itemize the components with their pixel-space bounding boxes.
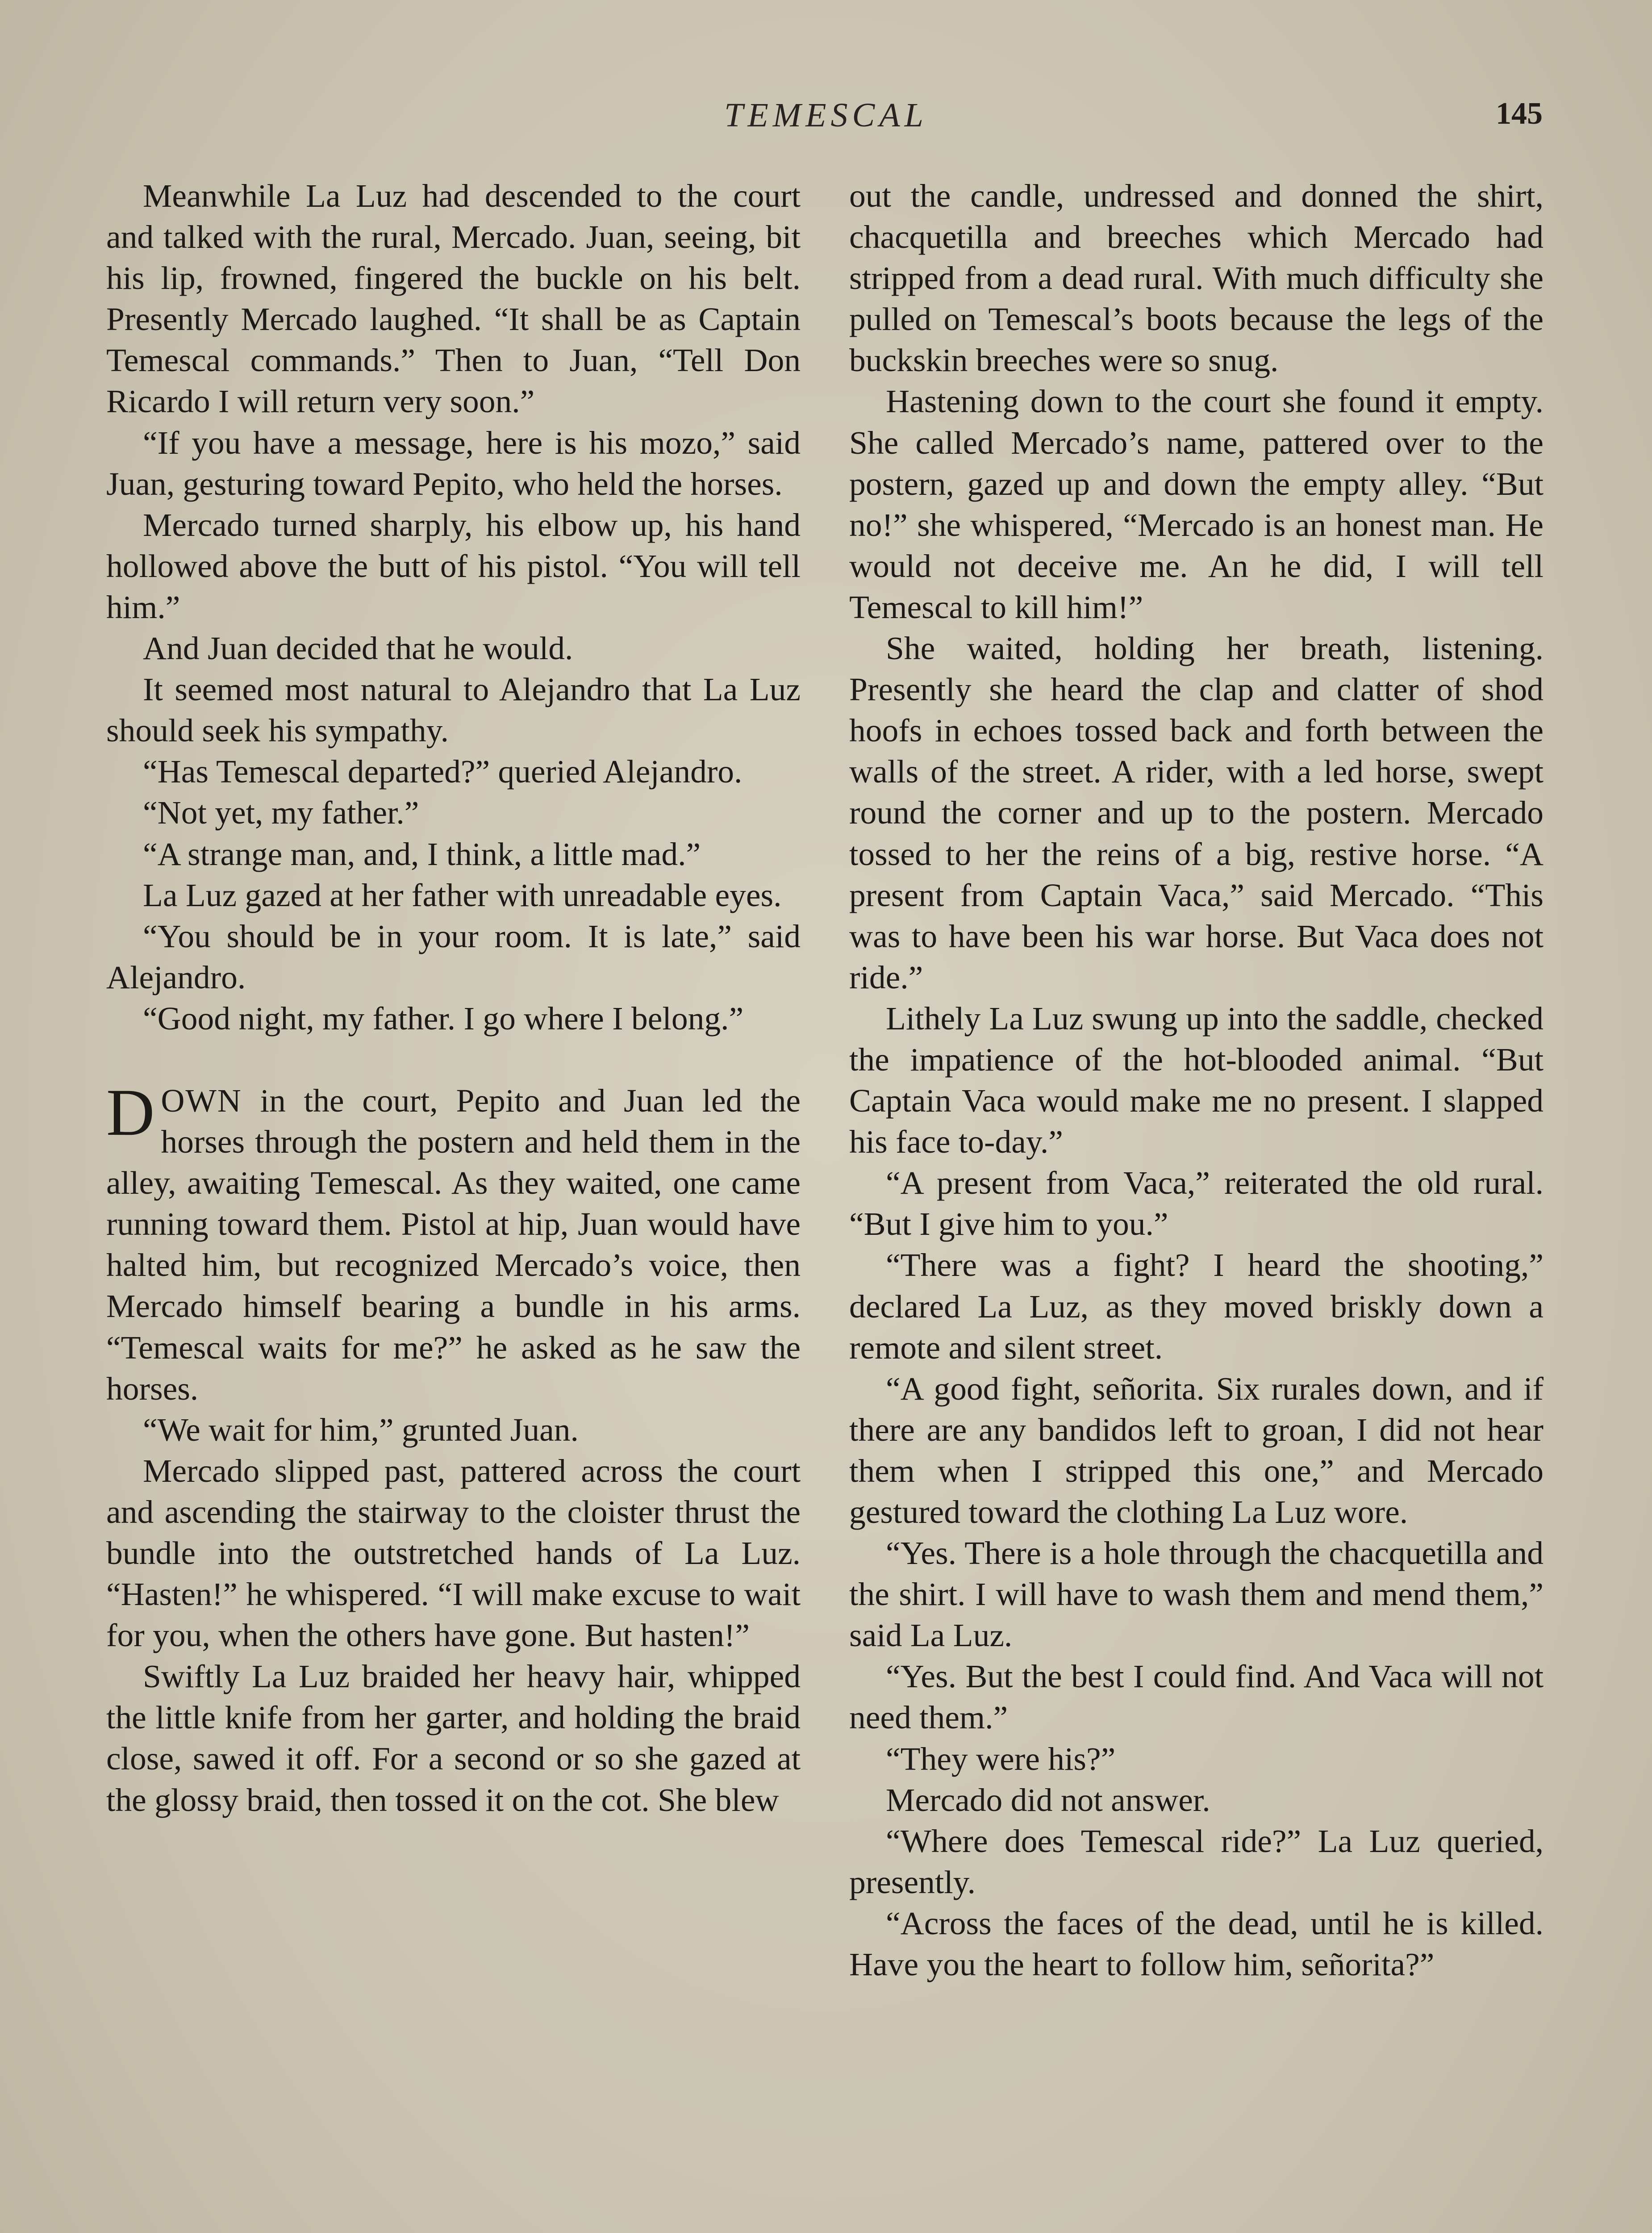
- paragraph: “Good night, my father. I go where I belong.”: [143, 1000, 744, 1037]
- paragraph: Lithely La Luz swung up into the saddle, checked the impatience of the hot-blooded animal. “But Captain Vaca would make me no present. I slapped his face to-day.”: [849, 1000, 1544, 1160]
- paragraph: And Juan decided that he would.: [143, 630, 573, 667]
- paragraph: “Yes. There is a hole through the chacquetilla and the shirt. I will have to wash them and mend them,” said La Luz.: [849, 1535, 1544, 1654]
- paragraph: “You should be in your room. It is late,” said Alejandro.: [106, 918, 801, 995]
- paragraph: Mercado turned sharply, his elbow up, his hand hollowed above the butt of his pistol. “You will tell him.”: [106, 506, 801, 625]
- paragraph: “They were his?”: [886, 1740, 1116, 1777]
- page-number: 145: [1496, 96, 1543, 131]
- right-column: [849, 176, 1544, 1985]
- paragraph: “Yes. But the best I could find. And Vaca will not need them.”: [849, 1658, 1544, 1736]
- section-two-paragraphs: [106, 1409, 801, 1821]
- section-opening-paragraph: [106, 1075, 801, 1409]
- running-header-title: TEMESCAL: [724, 96, 928, 134]
- paragraph: “Has Temescal departed?” queried Alejandro.: [143, 753, 743, 790]
- right-column-paragraphs: [849, 176, 1544, 1985]
- paragraph: It seemed most natural to Alejandro that La Luz should seek his sympathy.: [106, 671, 801, 749]
- section-break: [106, 1039, 801, 1080]
- paragraph: “Where does Temescal ride?” La Luz queried, presently.: [849, 1823, 1544, 1900]
- paragraph: “Not yet, my father.”: [143, 795, 419, 831]
- section-opening-text: in the court, Pepito and Juan led the horses through the postern and held them in the alley, awaiting Temescal. As they waited, one came running toward them. Pistol at hip, Juan would have halted him, but recognized Mercado’s voice, then Mercado himself bearing a bundle in his arms. “Temescal waits for me?” he asked as he saw the horses.: [106, 1082, 801, 1407]
- left-column-paragraphs: [106, 176, 801, 1039]
- paragraph: Hastening down to the court she found it empty. She called Mercado’s name, pattered over to the postern, gazed up and down the empty alley. “But no!” she whispered, “Mercado is an honest man. He would not deceive me. An he did, I will tell Temescal to kill him!”: [849, 383, 1544, 625]
- paragraph: La Luz gazed at her father with unreadable eyes.: [143, 877, 782, 913]
- paragraph: “A strange man, and, I think, a little mad.”: [143, 836, 701, 872]
- paragraph: “There was a fight? I heard the shooting,” declared La Luz, as they moved briskly down a remote and silent street.: [849, 1247, 1544, 1366]
- paragraph: out the candle, undressed and donned the shirt, chacquetilla and breeches which Mercado had stripped from a dead rural. With much difficulty she pulled on Temescal’s boots because the legs of the buckskin breeches were so snug.: [849, 178, 1544, 379]
- paragraph: Swiftly La Luz braided her heavy hair, whipped the little knife from her garter, and holding the braid close, sawed it off. For a second or so she gazed at the glossy braid, then tossed it on the cot. She blew: [106, 1658, 801, 1818]
- section-opening-smallcaps: OWN: [161, 1082, 242, 1119]
- paragraph: “We wait for him,” grunted Juan.: [143, 1411, 579, 1448]
- paragraph: “If you have a message, here is his mozo,” said Juan, gesturing toward Pepito, who held the horses.: [106, 424, 801, 502]
- paragraph: She waited, holding her breath, listening. Presently she heard the clap and clatter of shod hoofs in echoes tossed back and forth between the walls of the street. A rider, with a led horse, swept round the corner and up to the postern. Mercado tossed to her the reins of a big, restive horse. “A present from Captain Vaca,” said Mercado. “This was to have been his war horse. But Vaca does not ride.”: [849, 630, 1544, 995]
- left-column: [106, 176, 801, 1821]
- paragraph: “Across the faces of the dead, until he is killed. Have you the heart to follow him, señorita?”: [849, 1905, 1544, 1983]
- paragraph: “A good fight, señorita. Six rurales down, and if there are any bandidos left to groan, I did not hear them when I stripped this one,” and Mercado gestured toward the clothing La Luz wore.: [849, 1370, 1544, 1530]
- paragraph: Meanwhile La Luz had descended to the court and talked with the rural, Mercado. Juan, seeing, bit his lip, frowned, fingered the buckle on his belt. Presently Mercado laughed. “It shall be as Captain Temescal commands.” Then to Juan, “Tell Don Ricardo I will return very soon.”: [106, 178, 801, 420]
- paragraph: Mercado slipped past, pattered across the court and ascending the stairway to the cloister thrust the bundle into the outstretched hands of La Luz. “Hasten!” he whispered. “I will make excuse to wait for you, when the others have gone. But hasten!”: [106, 1452, 801, 1654]
- paragraph: Mercado did not answer.: [886, 1781, 1210, 1818]
- drop-cap: D: [106, 1075, 155, 1150]
- paragraph: “A present from Vaca,” reiterated the old rural. “But I give him to you.”: [849, 1165, 1544, 1242]
